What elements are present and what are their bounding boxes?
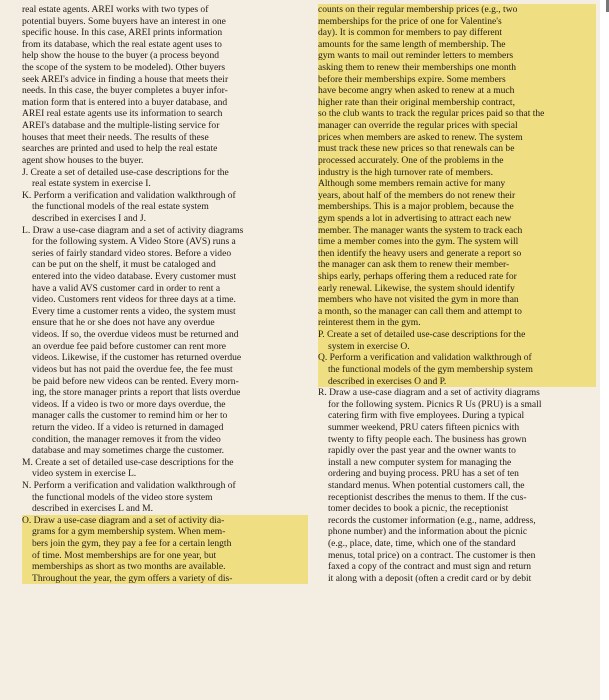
text-line: faxed a copy of the contract and must sign and return xyxy=(328,561,532,573)
text-line: the functional models of the video store system xyxy=(32,491,213,503)
text-line: from its database, which the real estate agent uses to xyxy=(22,38,222,50)
text-line: standard menus. When potential customers call, the xyxy=(328,479,525,491)
text-line: menus, total price) on a contract. The customer is then xyxy=(328,549,536,561)
text-line: can be put on the shelf, it must be cataloged and xyxy=(32,259,216,271)
text-line: manager calls the customer to remind him or her to xyxy=(32,410,228,422)
exercise-o: O. Draw a use-case diagram and a set of activity dia- xyxy=(22,515,308,527)
text-line: phone number) and the information about the picnic xyxy=(328,526,528,538)
text-line: return the video. If a video is returned in damaged xyxy=(32,421,224,433)
exercise-j: J. Create a set of detailed use-case descriptions for the xyxy=(22,166,229,178)
text-line: have a valid AVS customer card in order to rent a xyxy=(32,282,221,294)
text-line: videos but has not paid the overdue fee, the fee must xyxy=(32,363,233,375)
highlighted-line: must track these new prices so that renewals can be xyxy=(318,143,596,155)
highlighted-line: memberships. This is a major problem, because the xyxy=(318,201,596,213)
text-line: install a new computer system for managing the xyxy=(328,456,512,468)
text-line: videos. If so, the overdue videos must be returned and xyxy=(32,329,239,341)
highlighted-line: bers join the gym, they pay a fee for a certain length xyxy=(22,538,308,550)
text-line: houses that meet their needs. The results of these xyxy=(22,131,209,143)
highlighted-line: day). It is common for members to pay different xyxy=(318,27,596,39)
text-line: specific house. In this case, AREI prints information xyxy=(22,27,223,39)
text-line: for the following system. Picnics R Us (PRU) is a small xyxy=(328,398,542,410)
highlighted-line: member. The manager wants the system to track each xyxy=(318,225,596,237)
right-column xyxy=(318,4,596,584)
text-line: summer weekend, PRU caters fifteen picnics with xyxy=(328,421,520,433)
text-line: searches are printed and used to help the real estate xyxy=(22,143,218,155)
highlighted-line: years, about half of the members do not renew their xyxy=(318,190,596,202)
text-line: for the following system. A Video Store (AVS) runs a xyxy=(32,236,236,248)
highlighted-line: so the club wants to track the regular prices paid so that the xyxy=(318,108,596,120)
highlighted-line: memberships as short as two months are available. xyxy=(22,561,308,573)
text-line: seek AREI's advice in finding a house that meets their xyxy=(22,73,229,85)
text-line: described in exercises L and M. xyxy=(32,503,154,515)
text-line: twenty to fifty people each. The business has grown xyxy=(328,433,527,445)
left-column xyxy=(22,4,308,584)
highlighted-line: members who have not visited the gym in more than xyxy=(318,294,596,306)
highlighted-line: described in exercises O and P. xyxy=(318,376,596,388)
text-line: tomer decides to book a picnic, the receptionist xyxy=(328,503,509,515)
exercise-k: K. Perform a verification and validation walkthrough of xyxy=(22,189,236,201)
text-line: video. Customers rent videos for three days at a time. xyxy=(32,294,236,306)
text-line: needs. In this case, the buyer completes a buyer infor- xyxy=(22,85,228,97)
highlighted-line: time a member comes into the gym. The system will xyxy=(318,236,596,248)
page-edge xyxy=(600,0,609,700)
highlighted-line: before their memberships expire. Some members xyxy=(318,74,596,86)
highlighted-line: Throughout the year, the gym offers a variety of dis- xyxy=(22,573,308,585)
text-line: Every time a customer rents a video, the system must xyxy=(32,305,236,317)
highlighted-line: gym spends a lot in advertising to attract each new xyxy=(318,213,596,225)
text-line: videos. If a video is two or more days overdue, the xyxy=(32,398,226,410)
highlighted-line: early renewal. Likewise, the system should identify xyxy=(318,283,596,295)
text-line: help show the house to the buyer (a process beyond xyxy=(22,50,219,62)
exercise-r: R. Draw a use-case diagram and a set of activity diagrams xyxy=(318,387,540,399)
highlighted-line: gym wants to mail out reminder letters to members xyxy=(318,50,596,62)
text-line: agent show houses to the buyer. xyxy=(22,154,144,166)
text-line: video system in exercise L. xyxy=(32,468,137,480)
text-line: rapidly over the past year and the owner wants to xyxy=(328,445,516,457)
highlighted-line: of time. Most memberships are for one year, but xyxy=(22,550,308,562)
highlighted-line: Although some members remain active for many xyxy=(318,178,596,190)
highlighted-line: grams for a gym membership system. When mem- xyxy=(22,526,308,538)
text-line: the scope of the system to be modeled). Other buyers xyxy=(22,62,226,74)
text-line: condition, the manager removes it from the video xyxy=(32,433,221,445)
highlighted-line: a month, so the manager can call them and attempt to xyxy=(318,306,596,318)
highlighted-line: asking them to renew their memberships one month xyxy=(318,62,596,74)
text-line: real estate system in exercise I. xyxy=(32,178,151,190)
text-line: an overdue fee paid before customer can rent more xyxy=(32,340,227,352)
highlighted-line: amounts for the same length of membership. The xyxy=(318,39,596,51)
text-line: series of fairly standard video stores. Before a video xyxy=(32,247,232,259)
text-line: records the customer information (e.g., name, address, xyxy=(328,514,536,526)
text-line: videos. Likewise, if the customer has returned overdue xyxy=(32,352,242,364)
highlighted-line: counts on their regular membership prices (e.g., two xyxy=(318,4,596,16)
highlighted-line: industry is the high turnover rate of members. xyxy=(318,167,596,179)
highlighted-line: processed accurately. One of the problems in the xyxy=(318,155,596,167)
text-line: AREI's database and the multiple-listing service for xyxy=(22,120,220,132)
text-line: ordering and buying process. PRU has a set of ten xyxy=(328,468,519,480)
highlighted-line: the manager can ask them to renew their member- xyxy=(318,259,596,271)
highlighted-line: the functional models of the gym membership system xyxy=(318,364,596,376)
text-line: (e.g., place, date, time, which one of the standard xyxy=(328,538,516,550)
exercise-n: N. Perform a verification and validation walkthrough of xyxy=(22,479,236,491)
text-line: real estate agents. AREI works with two types of xyxy=(22,4,209,15)
exercise-m: M. Create a set of detailed use-case descriptions for the xyxy=(22,456,234,468)
text-line: ensure that he or she does not have any overdue xyxy=(32,317,215,329)
highlighted-line: then identify the heavy users and generate a report so xyxy=(318,248,596,260)
highlighted-line: memberships for the price of one for Valentine's xyxy=(318,16,596,28)
text-line: the functional models of the real estate system xyxy=(32,201,209,213)
text-line: it along with a deposit (often a credit card or by debit xyxy=(328,572,532,584)
text-line: be paid before new videos can be rented. Every morn- xyxy=(32,375,239,387)
text-line: described in exercises I and J. xyxy=(32,212,146,224)
highlighted-line: prices when members are asked to renew. The system xyxy=(318,132,596,144)
text-line: database and may sometimes charge the customer. xyxy=(32,445,225,457)
text-line: potential buyers. Some buyers have an interest in one xyxy=(22,15,226,27)
highlighted-line: manager can override the regular prices with special xyxy=(318,120,596,132)
text-line: entered into the video database. Every customer must xyxy=(32,271,237,283)
exercise-q: Q. Perform a verification and validation walkthrough of xyxy=(318,352,596,364)
highlighted-line: higher rate than their original membership contract, xyxy=(318,97,596,109)
text-line: AREI real estate agents use its information to search xyxy=(22,108,223,120)
highlighted-line: system in exercise O. xyxy=(318,341,596,353)
exercise-p: P. Create a set of detailed use-case descriptions for the xyxy=(318,329,596,341)
text-line: ing, the store manager prints a report that lists overdue xyxy=(32,387,241,399)
highlighted-line: ships early, perhaps offering them a reduced rate for xyxy=(318,271,596,283)
text-line: mation form that is entered into a buyer database, and xyxy=(22,96,228,108)
highlighted-line: have become angry when asked to renew at a much xyxy=(318,85,596,97)
text-line: catering firm with five employees. During a typical xyxy=(328,410,525,422)
exercise-l: L. Draw a use-case diagram and a set of activity diagrams xyxy=(22,224,244,236)
highlighted-line: reinterest them in the gym. xyxy=(318,317,596,329)
text-line: receptionist describes the menus to them. If the cus- xyxy=(328,491,527,503)
